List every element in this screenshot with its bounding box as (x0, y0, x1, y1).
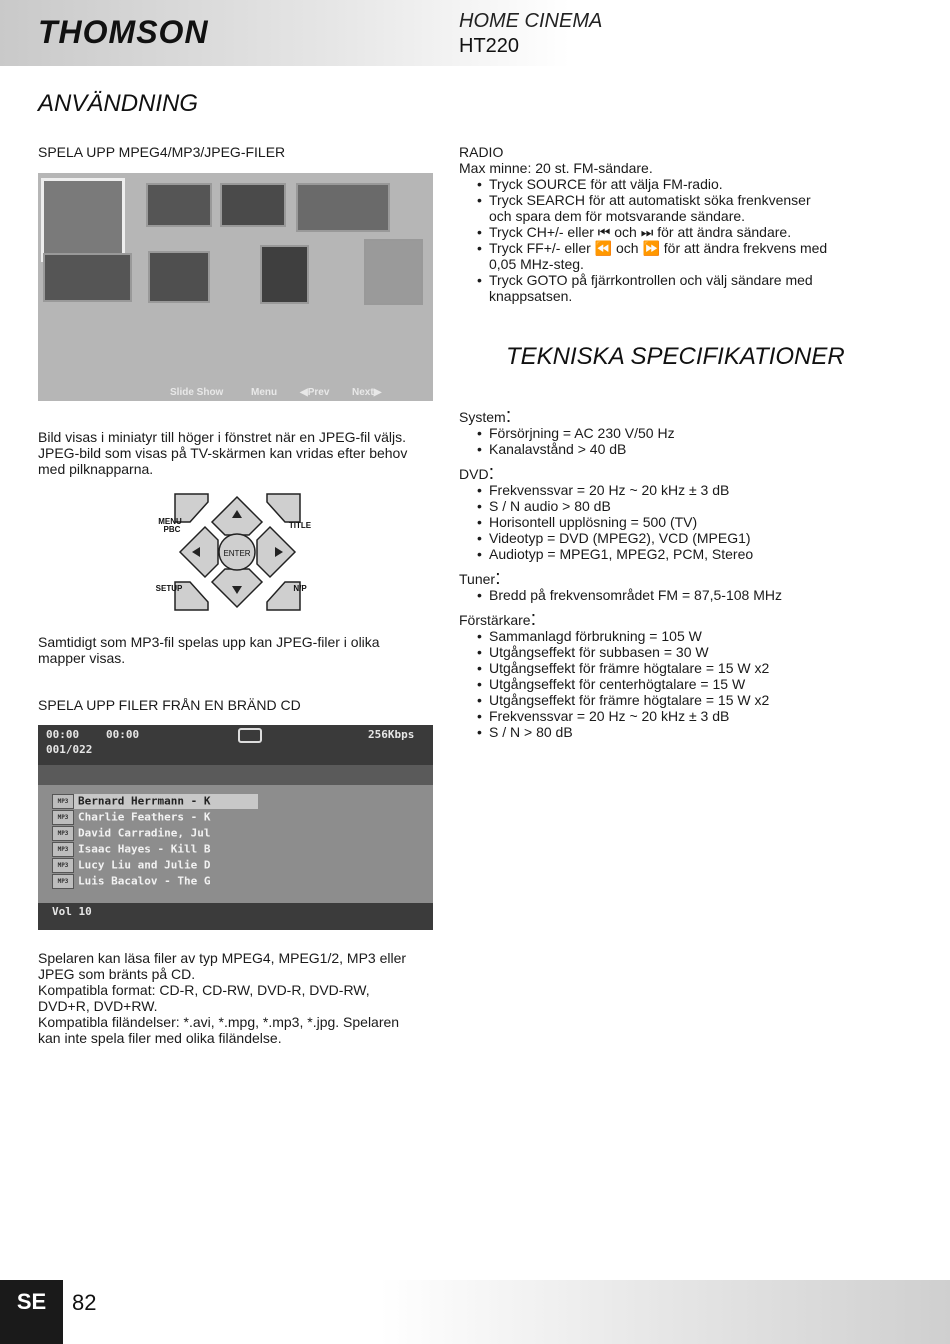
spec-group-system: System: (459, 405, 512, 427)
track-row[interactable]: MP3 David Carradine, Jul (52, 826, 258, 841)
spec-item: • Försörjning = AC 230 V/50 Hz (459, 425, 879, 441)
elapsed-time: 00:00 (46, 728, 80, 741)
spec-item: • Audiotyp = MPEG1, MPEG2, PCM, Stereo (459, 546, 879, 562)
spec-item: • Utgångseffekt för subbasen = 30 W (459, 644, 879, 660)
radio-item: • Tryck CH+/- eller ⏮ och ⏭ för att ändra sändare. (459, 224, 879, 240)
title-label: TITLE (288, 521, 312, 530)
spec-item: • Sammanlagd förbrukning = 105 W (459, 628, 879, 644)
volume-readout: Vol 10 (52, 905, 92, 918)
mp3-file-icon: MP3 (52, 794, 74, 809)
pbc-label: PBC (163, 525, 181, 534)
mp3-file-icon: MP3 (52, 858, 74, 873)
section-title: ANVÄNDNING (38, 90, 199, 117)
mp3-paragraph: Samtidigt som MP3-fil spelas upp kan JPEG-filer i olika mapper visas. (38, 634, 380, 666)
track-row[interactable]: MP3 Isaac Hayes - Kill B (52, 842, 258, 857)
radio-item: • Tryck SOURCE för att välja FM-radio. (459, 176, 879, 192)
spec-item: • S / N > 80 dB (459, 724, 879, 740)
radio-section (459, 144, 879, 304)
spec-group-amplifier: Förstärkare: (459, 608, 537, 630)
spec-group-tuner: Tuner: (459, 567, 501, 589)
spec-item: • Utgångseffekt för främre högtalare = 15 W x2 (459, 692, 879, 708)
track-row[interactable]: MP3 Lucy Liu and Julie D (52, 858, 258, 873)
menu-label: MENU (158, 517, 182, 526)
page-number: 82 (72, 1290, 97, 1315)
thumbnail (364, 239, 423, 305)
radio-item: och spara dem för motsvarande sändare. (489, 208, 746, 224)
enter-label: ENTER (223, 549, 251, 558)
spec-item: • Utgångseffekt för centerhögtalare = 15 W (459, 676, 879, 692)
next-label: Next▶ (352, 387, 382, 398)
radio-item: knappsatsen. (489, 288, 573, 304)
radio-heading: RADIO (459, 144, 504, 160)
menu-label: Menu (251, 387, 278, 398)
track-row[interactable]: MP3 Charlie Feathers - K (52, 810, 258, 825)
spec-item: • S / N audio > 80 dB (459, 498, 879, 514)
thumbnail (260, 245, 309, 304)
spec-item: • Frekvenssvar = 20 Hz ~ 20 kHz ± 3 dB (459, 482, 879, 498)
cd-heading: SPELA UPP FILER FRÅN EN BRÄND CD (38, 697, 301, 713)
jpeg-heading: SPELA UPP MPEG4/MP3/JPEG-FILER (38, 144, 286, 160)
header-category: HOME CINEMA (459, 10, 603, 32)
np-label: N/P (293, 584, 307, 593)
remote-navigation-pad (150, 492, 325, 612)
mp3-file-icon: MP3 (52, 810, 74, 825)
spec-item: • Horisontell upplösning = 500 (TV) (459, 514, 879, 530)
radio-instructions (459, 176, 879, 304)
jpeg-thumbnail-screen (38, 173, 433, 401)
mp3-file-icon: MP3 (52, 826, 74, 841)
jpeg-paragraph: Bild visas i miniatyr till höger i fönstret när en JPEG-fil väljs. JPEG-bild som visas på TV-skärmen kan vridas efter behov med pilknapparna. (38, 429, 408, 477)
track-row[interactable]: MP3 Bernard Herrmann - K (52, 794, 258, 809)
thumbnail (220, 183, 286, 227)
spec-item: • Utgångseffekt för främre högtalare = 15 W x2 (459, 660, 879, 676)
header-model: HT220 (459, 35, 520, 57)
cd-file-browser-screen (38, 725, 433, 930)
spec-item: • Frekvenssvar = 20 Hz ~ 20 kHz ± 3 dB (459, 708, 879, 724)
radio-item: 0,05 MHz-steg. (489, 256, 584, 272)
spec-group-dvd: DVD: (459, 462, 495, 484)
prev-label: ◀Prev (300, 387, 330, 398)
spec-item: • Bredd på frekvensområdet FM = 87,5-108 MHz (459, 587, 879, 603)
track-row[interactable]: MP3 Luis Bacalov - The G (52, 874, 258, 889)
thumbnail (146, 183, 212, 227)
radio-item: • Tryck GOTO på fjärrkontrollen och välj sändare med (459, 272, 879, 288)
radio-item: • Tryck FF+/- eller ⏪ och ⏩ för att ändra frekvens med (459, 240, 879, 256)
thumbnail (43, 253, 132, 302)
slideshow-label: Slide Show (170, 387, 224, 398)
spec-item: • Videotyp = DVD (MPEG2), VCD (MPEG1) (459, 530, 879, 546)
slideshow-bar (38, 387, 433, 401)
radio-item: • Tryck SEARCH för att automatiskt söka frenkvenser (459, 192, 879, 208)
track-counter: 001/022 (46, 743, 93, 756)
bitrate: 256Kbps (368, 728, 415, 741)
radio-memory: Max minne: 20 st. FM-sändare. (459, 160, 653, 176)
mp3-file-icon: MP3 (52, 874, 74, 889)
spec-item: • Kanalavstånd > 40 dB (459, 441, 879, 457)
thumbnail (41, 178, 125, 262)
thumbnail (296, 183, 390, 232)
total-time: 00:00 (106, 728, 140, 741)
specs-section (459, 405, 879, 740)
footer-band (0, 1280, 950, 1344)
play-mode-icon (238, 728, 262, 743)
specs-title: TEKNISKA SPECIFIKATIONER (506, 343, 845, 370)
thumbnail (148, 251, 210, 303)
mp3-file-icon: MP3 (52, 842, 74, 857)
title-button (267, 494, 300, 522)
language-tab: SE (0, 1280, 63, 1344)
setup-label: SETUP (155, 584, 183, 593)
brand-logo: THOMSON (38, 14, 209, 50)
cd-paragraph: Spelaren kan läsa filer av typ MPEG4, MPEG1/2, MP3 eller JPEG som bränts på CD. Kompatibla format: CD-R, CD-RW, DVD-R, DVD-RW, DVD+R, DVD+RW. Kompatibla filändelser: *.avi, *.mpg, *.mp3, *.jpg. Spelaren kan inte spela filer med olika filändelse. (38, 950, 407, 1046)
